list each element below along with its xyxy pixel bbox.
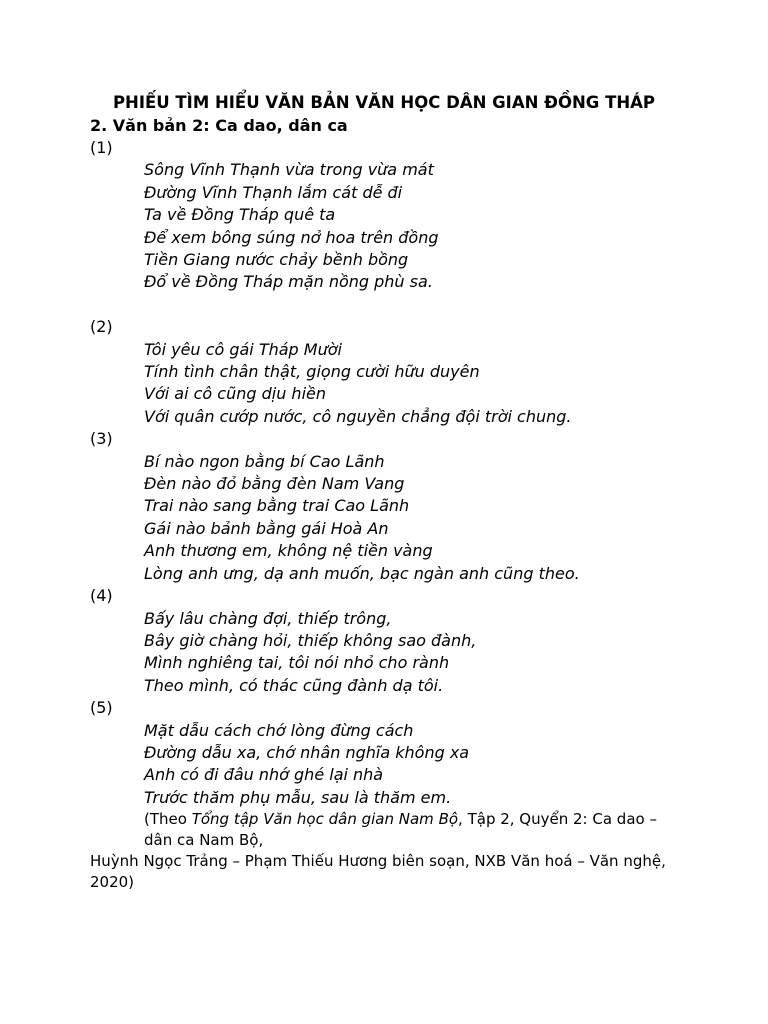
poem-line: Đèn nào đỏ bằng đèn Nam Vang (144, 474, 405, 494)
source-citation (144, 809, 674, 851)
poem-line: Đường Vĩnh Thạnh lắm cát dễ đi (144, 182, 403, 202)
section-heading: 2. Văn bản 2: Ca dao, dân ca (90, 116, 348, 135)
poem-line: Mình nghiêng tai, tôi nói nhỏ cho rành (144, 653, 450, 673)
poem-line: Mặt dẫu cách chớ lòng đừng cách (144, 720, 414, 740)
poem-line: Trai nào sang bằng trai Cao Lãnh (144, 496, 410, 516)
poem-line: Lòng anh ưng, dạ anh muốn, bạc ngàn anh cũng theo. (144, 563, 580, 583)
poem-line: Gái nào bảnh bằng gái Hoà An (144, 518, 389, 538)
source-book-title: Tổng tập Văn học dân gian Nam Bộ (191, 810, 459, 829)
poem-line: Sông Vĩnh Thạnh vừa trong vừa mát (144, 160, 434, 180)
poem-line: Tiền Giang nước chảy bềnh bồng (144, 250, 409, 270)
poem-line: Ta về Đồng Tháp quê ta (144, 205, 336, 225)
poem-number: (2) (90, 317, 113, 337)
poem-line: Trước thăm phụ mẫu, sau là thăm em. (144, 787, 452, 807)
poem-line: Bí nào ngon bằng bí Cao Lãnh (144, 451, 385, 471)
poem-line: Bấy lâu chàng đợi, thiếp trông, (144, 608, 392, 628)
poem-number: (5) (90, 698, 113, 718)
source-prefix: (Theo (144, 810, 192, 829)
poem-line: Tính tình chân thật, giọng cười hữu duyên (144, 362, 480, 382)
poem-line: Với ai cô cũng dịu hiền (144, 384, 326, 404)
poem-line: Với quân cướp nước, cô nguyền chẳng đội trời chung. (144, 406, 572, 426)
document-page (0, 91, 768, 893)
poem-line: Theo mình, có thác cũng đành dạ tôi. (144, 675, 444, 695)
poem-line: Bây giờ chàng hỏi, thiếp không sao đành, (144, 630, 477, 650)
poem-line: Tôi yêu cô gái Tháp Mười (144, 339, 342, 359)
poem-number: (3) (90, 429, 113, 449)
poem-number: (1) (90, 138, 113, 157)
poem-line: Anh thương em, không nệ tiền vàng (144, 541, 433, 561)
poem-line: Đường dẫu xa, chớ nhân nghĩa không xa (144, 742, 470, 762)
poem-line: Đổ về Đồng Tháp mặn nồng phù sa. (144, 272, 433, 292)
source-details: , Tập 2, Quyển 2: Ca dao – dân ca Nam Bộ, (144, 810, 657, 850)
poem-number: (4) (90, 586, 113, 606)
poem-line: Để xem bông súng nở hoa trên đồng (144, 227, 439, 247)
blank-line (0, 294, 768, 316)
poem-line: Anh có đi đâu nhớ ghé lại nhà (144, 765, 384, 785)
page-title: PHIẾU TÌM HIỂU VĂN BẢN VĂN HỌC DÂN GIAN ĐỒNG THÁP (112, 93, 656, 112)
source-editors: Huỳnh Ngọc Trảng – Phạm Thiếu Hương biên soạn, NXB Văn hoá – Văn nghệ, 2020) (90, 852, 666, 892)
